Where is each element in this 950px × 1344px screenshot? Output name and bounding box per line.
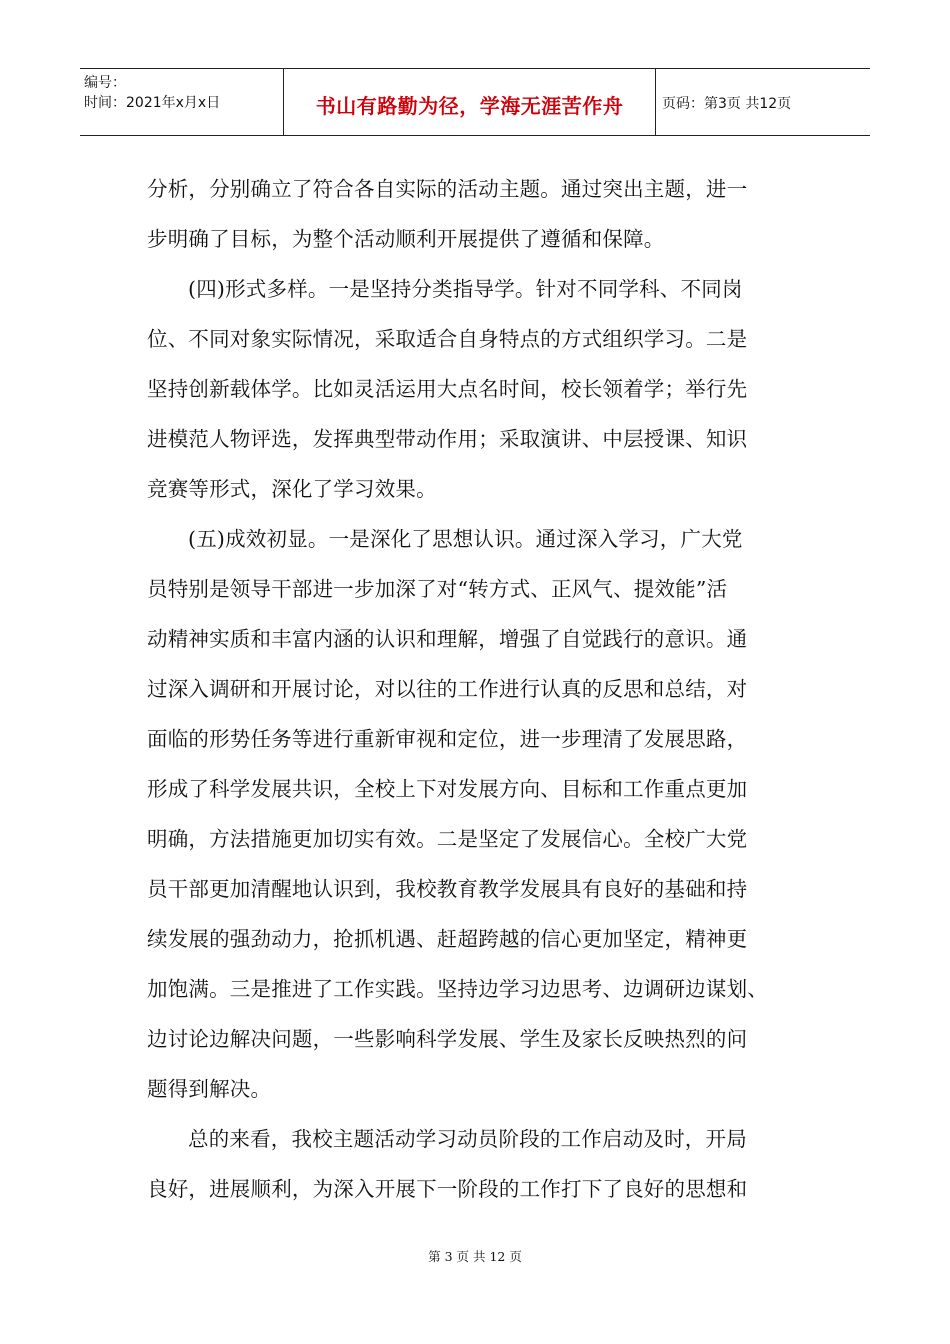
header-meta-cell — [80, 69, 284, 135]
body-text-line: 员特别是领导干部进一步加深了对“转方式、正风气、提效能”活 — [147, 577, 728, 601]
document-number-label: 编号： — [84, 75, 126, 91]
body-text-line: 面临的形势任务等进行重新审视和定位，进一步理清了发展思路， — [147, 727, 748, 751]
header-motto: 书山有路勤为径，学海无涯苦作舟 — [315, 93, 624, 118]
body-text-line: 加饱满。三是推进了工作实践。坚持边学习边思考、边调研边谋划、 — [147, 977, 768, 1001]
document-header — [80, 68, 870, 136]
body-text-line: 总的来看，我校主题活动学习动员阶段的工作启动及时，开局 — [188, 1127, 747, 1151]
body-text-line: 良好，进展顺利，为深入开展下一阶段的工作打下了良好的思想和 — [147, 1177, 748, 1201]
body-text-line: 进模范人物评选，发挥典型带动作用；采取演讲、中层授课、知识 — [147, 427, 748, 451]
body-text-line: 步明确了目标，为整个活动顺利开展提供了遵循和保障。 — [147, 227, 665, 251]
body-text-line: 明确，方法措施更加切实有效。二是坚定了发展信心。全校广大党 — [147, 827, 748, 851]
document-time-label: 时间：2021年x月x日 — [84, 95, 221, 111]
body-text-line: 续发展的强劲动力，抢抓机遇、赶超跨越的信心更加坚定，精神更 — [147, 927, 748, 951]
header-page-cell — [656, 69, 870, 135]
body-text-line: 位、不同对象实际情况，采取适合自身特点的方式组织学习。二是 — [147, 327, 748, 351]
body-text-line: (四)形式多样。一是坚持分类指导学。针对不同学科、不同岗 — [188, 277, 743, 301]
body-text-line: 边讨论边解决问题，一些影响科学发展、学生及家长反映热烈的问 — [147, 1027, 748, 1051]
body-text-line: 过深入调研和开展讨论，对以往的工作进行认真的反思和总结，对 — [147, 677, 748, 701]
header-page-code: 页码：第3页 共12页 — [662, 96, 792, 112]
body-text-line: 题得到解决。 — [147, 1077, 272, 1101]
body-text-line: (五)成效初显。一是深化了思想认识。通过深入学习，广大党 — [188, 527, 743, 551]
body-text-line: 分析，分别确立了符合各自实际的活动主题。通过突出主题，进一 — [147, 177, 748, 201]
body-text-line: 员干部更加清醒地认识到，我校教育教学发展具有良好的基础和持 — [147, 877, 748, 901]
document-body — [147, 164, 807, 1214]
body-text-line: 坚持创新载体学。比如灵活运用大点名时间，校长领着学；举行先 — [147, 377, 748, 401]
body-text-line: 竞赛等形式，深化了学习效果。 — [147, 477, 437, 501]
page-footer: 第 3 页 共 12 页 — [428, 1249, 522, 1264]
body-text-line: 形成了科学发展共识，全校上下对发展方向、目标和工作重点更加 — [147, 777, 748, 801]
header-motto-cell — [284, 69, 656, 135]
body-text-line: 动精神实质和丰富内涵的认识和理解，增强了自觉践行的意识。通 — [147, 627, 748, 651]
